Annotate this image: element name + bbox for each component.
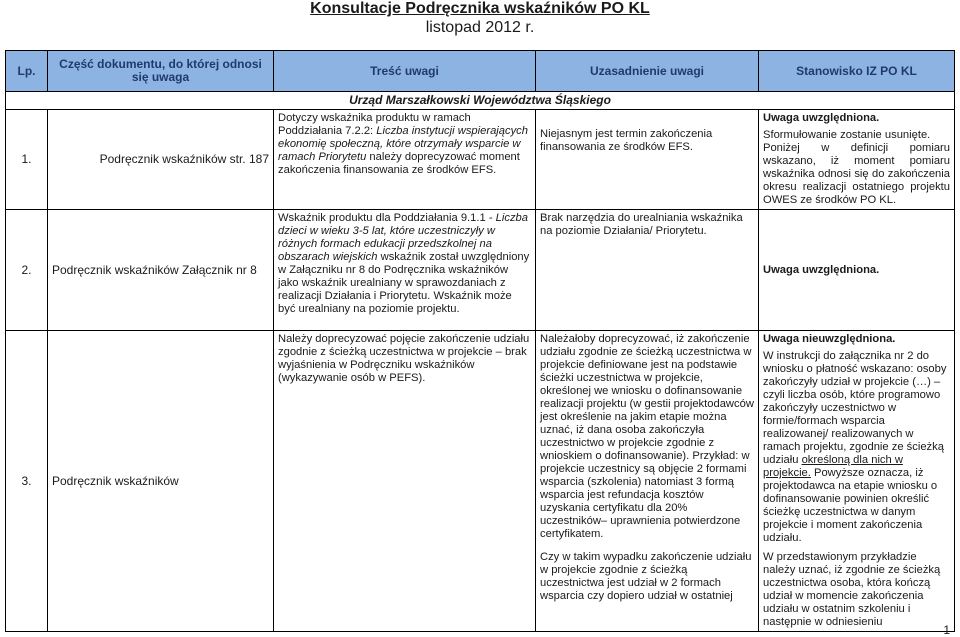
comment-text: należy doprecyzować moment zakończenia finansowania ze środków EFS. bbox=[278, 151, 520, 176]
indicator-name: Liczba dzieci w wieku 3-5 lat, które uczestniczyły w różnych formach edukacji przedszkolnej na obszarach wiejskich bbox=[278, 212, 528, 263]
justification-cell bbox=[536, 210, 759, 331]
document-part: Podręcznik wskaźników Załącznik nr 8 bbox=[48, 210, 274, 331]
table-row bbox=[6, 110, 955, 210]
document-part: Podręcznik wskaźników bbox=[48, 331, 274, 632]
justification-text: Należałoby doprecyzować, iż zakończenie udziału zgodnie ze ścieżką uczestnictwa w projekcie definiowane jest na podstawie ścieżki uczestnictwa w projekcie, określonej we wniosku o dofinansowanie realizacji projektu (w gestii projektodawców jest określenie na jakim etapie można uznać, iż dana osoba zakończyła uczestnictwo w projekcie zgodnie z wnioskiem o dofinansowanie). Przykład: w projekcie uczestnicy są objęcie 2 formami wsparcia (szkolenia) natomiast 3 formą wsparcia jest refundacja kosztów uzyskania certyfikatu dla 20% uczestników– uprawnienia potwierdzone certyfikatem. bbox=[540, 333, 754, 540]
document-title: Konsultacje Podręcznika wskaźników PO KL bbox=[310, 0, 650, 17]
column-header-justification: Uzasadnienie uwagi bbox=[536, 51, 759, 92]
comment-text: Dotyczy wskaźnika produktu w ramach Poddziałania 7.2.2: bbox=[278, 112, 471, 137]
comment-text: Należy doprecyzować pojęcie zakończenie udziału zgodnie z ścieżką uczestnictwa w projekcie – brak wyjaśnienia w Podręczniku wskaźników (wykazywanie osób w PEFS). bbox=[278, 333, 530, 384]
table-row bbox=[6, 331, 955, 632]
position-cell bbox=[759, 331, 955, 632]
position-status: Uwaga nieuwzględniona. bbox=[763, 333, 896, 345]
position-text: Poniżej w definicji pomiaru wskazano, iż moment pomiaru wskaźnika odnosi się do zakończenia okresu realizacji ostatniego projektu OWES ze środków PO KL. bbox=[763, 142, 950, 206]
position-text: W instrukcji do załącznika nr 2 do wniosku o płatność wskazano: osoby zakończyły udział w projekcie (…) – czyli liczba osób, które programowo zakończyły uczestnictwo w formie/formach wsparcia realizowanej/ realizowanych w ramach projektu, zgodnie ze ścieżką udziału określoną dla nich w projekcie. Powyższe oznacza, iż projektodawca na etapie wniosku o dofinansowanie powinien określić ścieżkę uczestnictwa w danym projekcie i moment zakończenia udziału. bbox=[763, 350, 947, 544]
justification-text: Brak narzędzia do urealniania wskaźnika na poziomie Działania/ Priorytetu. bbox=[540, 212, 743, 237]
page-number: 1 bbox=[943, 623, 950, 637]
position-cell bbox=[759, 110, 955, 210]
column-header-comment: Treść uwagi bbox=[274, 51, 536, 92]
position-status: Uwaga uwzględniona. bbox=[763, 112, 880, 124]
justification-text: Czy w takim wypadku zakończenie udziału w projekcie zgodnie z ścieżką uczestnictwa jest udział w 2 formach wsparcia czy dopiero udział w ostatniej bbox=[540, 551, 752, 602]
comment-cell bbox=[274, 210, 536, 331]
document-subtitle: listopad 2012 r. bbox=[425, 19, 535, 36]
row-number: 3. bbox=[6, 331, 48, 632]
row-number: 2. bbox=[6, 210, 48, 331]
document-part: Podręcznik wskaźników str. 187 bbox=[48, 110, 274, 210]
comment-text: wskaźnik został uwzględniony w Załączniku nr 8 do Podręcznika wskaźników jako wskaźnik urealniany w sprawozdaniach z realizacji Działania i Priorytetu. Wskaźnik może być urealniany na poziomie projektu. bbox=[278, 251, 530, 315]
position-status: Uwaga uwzględniona. bbox=[763, 263, 880, 276]
column-header-position: Stanowisko IZ PO KL bbox=[759, 51, 955, 92]
position-text: W przedstawionym przykładzie należy uznać, iż zgodnie ze ścieżką uczestnictwa osoba, która kończą udział w momencie zakończenia udziału w ostatnim szkoleniu i następnie w odniesieniu bbox=[763, 551, 941, 628]
position-text: Sformułowanie zostanie usunięte. bbox=[763, 129, 931, 141]
comment-cell bbox=[274, 331, 536, 632]
comment-text: Wskaźnik produktu dla Poddziałania 9.1.1 - bbox=[278, 212, 493, 224]
position-cell bbox=[759, 210, 955, 331]
justification-text: Niejasnym jest termin zakończenia finansowania ze środków EFS. bbox=[540, 128, 713, 153]
justification-cell bbox=[536, 331, 759, 632]
column-header-document-part: Część dokumentu, do której odnosi się uwaga bbox=[48, 51, 274, 92]
column-header-lp: Lp. bbox=[6, 51, 48, 92]
consultation-table bbox=[5, 50, 955, 632]
comment-cell bbox=[274, 110, 536, 210]
table-row bbox=[6, 210, 955, 331]
document-header bbox=[0, 0, 960, 38]
table-header-row bbox=[6, 51, 955, 92]
row-number: 1. bbox=[6, 110, 48, 210]
justification-cell bbox=[536, 110, 759, 210]
institution-row bbox=[6, 92, 955, 110]
indicator-name: Liczba instytucji wspierających ekonomię społeczną, które otrzymały wsparcie w ramach Priorytetu bbox=[278, 125, 528, 163]
institution-name: Urząd Marszałkowski Województwa Śląskiego bbox=[6, 92, 955, 110]
